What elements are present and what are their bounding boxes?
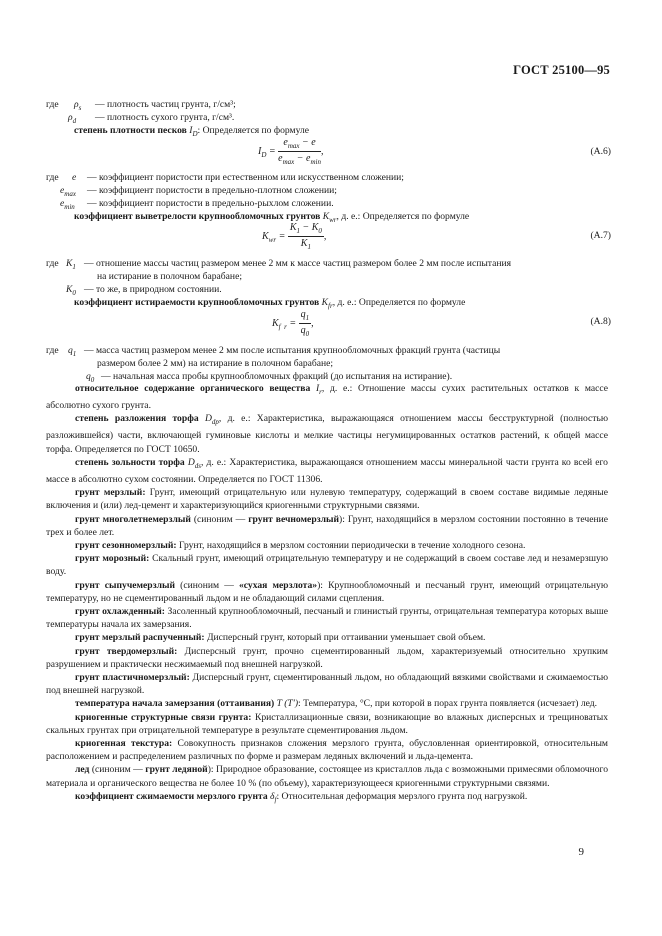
def-emax: — коэффициент пористости в предельно-плотном сложении; bbox=[87, 185, 337, 196]
equation-a8: $K_{f r}$ = $\frac{q_1}{q_0}$ , bbox=[272, 309, 314, 338]
term: криогенные структурные связи грунта: bbox=[75, 711, 252, 723]
definition-text: , д. е.: Отношение массы сухих растительных остатков к массе абсолютно сухого грунта. bbox=[46, 383, 608, 412]
symbol-rho-d: $\rho_d$ bbox=[68, 112, 77, 125]
symbol: K bbox=[322, 211, 330, 222]
definition-text-rest: ): Грунт, находящийся в мерзлом состоянии постоянно в течение трех и более лет. bbox=[46, 513, 608, 538]
term: грунт пластичномерзлый: bbox=[75, 671, 190, 683]
gde-label: где bbox=[46, 258, 59, 269]
definition-paragraph bbox=[46, 631, 608, 644]
term: грунт охлажденный: bbox=[75, 605, 165, 617]
term: грунт мерзлый: bbox=[75, 487, 146, 499]
gde-label: где bbox=[46, 99, 59, 110]
definition-paragraph bbox=[46, 486, 608, 512]
definition-paragraph bbox=[46, 790, 608, 807]
definition-paragraph bbox=[46, 671, 608, 697]
term: относительное содержание органического вещества bbox=[75, 383, 311, 394]
den-sub: max bbox=[282, 158, 295, 166]
equation-number-a6: (А.6) bbox=[590, 146, 611, 157]
symbol-sub: ds bbox=[194, 461, 202, 470]
den-mid: − e bbox=[294, 153, 311, 164]
num: K bbox=[289, 222, 297, 233]
definition-paragraph bbox=[46, 382, 608, 412]
eq-lhs: K bbox=[272, 317, 279, 329]
fraction bbox=[299, 309, 312, 338]
fraction bbox=[288, 222, 324, 251]
num-sub: max bbox=[287, 142, 300, 150]
symbol-k0: $K_0$ bbox=[66, 284, 76, 297]
def-e: — коэффициент пористости при естественном или искусственном сложении; bbox=[87, 172, 404, 183]
symbol-sub: dp bbox=[211, 418, 219, 427]
def-k1-line1: — отношение массы частиц размером менее 2 мм к массе частиц размером более 2 мм после испытания bbox=[84, 258, 512, 269]
definition-paragraph bbox=[46, 552, 608, 578]
def-k1-line2: на истирание в полочном барабане; bbox=[97, 271, 242, 282]
term-synonym: грунт ледяной bbox=[145, 764, 208, 776]
term: температура начала замерзания (оттаивания) bbox=[75, 698, 275, 710]
definition-paragraph bbox=[46, 539, 608, 552]
definition-paragraph bbox=[46, 513, 608, 539]
num-mid: − K bbox=[300, 222, 319, 233]
term: степень плотности песков bbox=[74, 125, 187, 136]
definition-text: Грунт, имеющий отрицательную или нулевую температуру, содержащий в своем составе видимые ледяные включения и (или) лед-цемент и характеризующийся криогенными структурными связями. bbox=[46, 487, 609, 512]
definition-paragraph bbox=[46, 412, 608, 456]
symbol-q0: $q_0$ bbox=[86, 371, 95, 384]
num-sub2: 0 bbox=[318, 227, 322, 235]
definition-text: , д. е.: Характеристика, выражающаяся отношением массы бесструктурной (полностью разложившейся) части, включающей гуминовые кислоты и мелкие частицы негумицированных остатков растений, к общей массе торфа. Определяется по ГОСТ 10650. bbox=[46, 413, 609, 455]
symbol-emax: $e_{max}$ bbox=[60, 185, 76, 198]
den-sub: 0 bbox=[305, 330, 310, 338]
num-sub: 1 bbox=[296, 227, 300, 235]
definition-paragraph bbox=[46, 697, 608, 710]
definition-paragraph bbox=[46, 737, 608, 763]
definition-text: Кристаллизационные связи, возникающие во влажных дисперсных и трещиноватых скальных грунтах при отрицательной температуре в результате сцементирования льдом. bbox=[46, 711, 608, 736]
eq-lhs-sub: wr bbox=[268, 235, 277, 244]
definition-paragraph bbox=[46, 711, 608, 737]
definition-paragraph bbox=[46, 456, 608, 486]
symbol-sub: r bbox=[319, 387, 322, 396]
symbol-sub: D bbox=[192, 129, 198, 138]
def-rho-s: — плотность частиц грунта, г/см³; bbox=[95, 99, 236, 110]
eq-lhs: K bbox=[262, 230, 269, 242]
eq-lhs-sub: D bbox=[261, 150, 267, 159]
symbol-sub: fr bbox=[328, 301, 333, 310]
den: q bbox=[300, 325, 306, 336]
term: грунт сыпучемерзлый bbox=[75, 579, 176, 591]
definitions-body bbox=[46, 382, 608, 807]
term-rest: , д. е.: Определяется по формуле bbox=[332, 297, 466, 308]
definition-text-rest: ): Природное образование, состоящее из кристаллов льда с возможными примесями обломочного материала и органического вещества не более 10 % (по объему), характеризующееся криогенными структурными связями. bbox=[46, 764, 608, 789]
term: криогенная текстура: bbox=[75, 738, 173, 749]
symbol: D bbox=[187, 456, 195, 468]
term: коэффициент сжимаемости мерзлого грунта bbox=[75, 790, 268, 802]
definition-text: (синоним — bbox=[190, 513, 249, 525]
equation-number-a7: (А.7) bbox=[590, 230, 611, 241]
gde-label: где bbox=[46, 172, 59, 183]
definition-text: (синоним — bbox=[89, 764, 146, 776]
definition-paragraph bbox=[46, 579, 608, 605]
definition-text: Дисперсный грунт, прочно сцементированный льдом, характеризуемый относительно хрупким разрушением и практически несжимаемый под внешней нагрузкой. bbox=[46, 645, 608, 670]
symbol: D bbox=[204, 413, 212, 425]
def-emin: — коэффициент пористости в предельно-рыхлом сложении. bbox=[87, 198, 334, 209]
definition-text: (синоним — bbox=[175, 579, 239, 591]
num: e bbox=[283, 137, 288, 148]
page-number: 9 bbox=[578, 846, 584, 858]
definition-text: Дисперсный грунт, сцементированный льдом, но обладающий вязкими свойствами и сжимаемостью под внешней нагрузкой. bbox=[46, 671, 608, 697]
definition-text: : Температура, °С, при которой в порах грунта появляется (исчезает) лед. bbox=[298, 698, 598, 710]
definition-text: Грунт, находящийся в мерзлом состоянии периодически в течение холодного сезона. bbox=[176, 539, 526, 551]
def-q1-line1: — масса частиц размером менее 2 мм после испытания крупнообломочных фракций грунта (частицы bbox=[84, 345, 501, 356]
term-synonym: грунт вечномерзлый bbox=[248, 513, 340, 525]
term: коэффициент выветрелости крупнообломочных грунтов bbox=[74, 211, 321, 222]
symbol-e: e bbox=[72, 172, 77, 183]
term-rest: , д. е.: Определяется по формуле bbox=[336, 211, 470, 222]
definition-paragraph bbox=[46, 763, 608, 789]
definition-text: , д. е.: Характеристика, выражающаяся отношением массы минеральной части грунта ко всей его массе в абсолютно сухом состоянии. Определяется по ГОСТ 11306. bbox=[46, 456, 608, 485]
term: коэффициент истираемости крупнообломочных грунтов bbox=[74, 297, 320, 308]
def-rho-d: — плотность сухого грунта, г/см³. bbox=[95, 112, 235, 123]
symbol: I bbox=[315, 383, 320, 394]
den: e bbox=[278, 153, 283, 164]
symbol-sub: wr bbox=[329, 215, 337, 224]
symbol: I bbox=[189, 125, 193, 136]
definition-text-rest: ): Крупнообломочный и песчаный грунт, имеющий отрицательную температуру, но не сцементированный льдом и не обладающий силами сцепления. bbox=[46, 579, 608, 604]
definition-paragraph bbox=[46, 605, 608, 631]
num: q bbox=[300, 309, 306, 320]
gde-label: где bbox=[46, 345, 59, 356]
definition-text: Скальный грунт, имеющий отрицательную температуру и не содержащий в своем составе лед и незамерзшую воду. bbox=[46, 553, 608, 578]
den: K bbox=[300, 238, 308, 249]
num-sub: 1 bbox=[305, 314, 310, 322]
definition-paragraph bbox=[46, 645, 608, 671]
symbol-rho-s: $\rho_s$ bbox=[74, 99, 82, 112]
num-rest: − e bbox=[299, 137, 316, 148]
symbol-q1: $q_1$ bbox=[68, 345, 77, 358]
page-header: ГОСТ 25100—95 bbox=[513, 63, 610, 77]
definition-text: Засоленный крупнообломочный, песчаный и глинистый грунты, отрицательная температура которых выше температуры начала их замерзания. bbox=[46, 605, 609, 631]
term: грунт многолетнемерзлый bbox=[75, 513, 191, 525]
term-line-abrasion bbox=[74, 296, 465, 313]
def-q0: — начальная масса пробы крупнообломочных фракций (до испытания на истирание). bbox=[101, 371, 453, 382]
term-rest: : Определяется по формуле bbox=[197, 125, 310, 136]
den-sub: 1 bbox=[307, 243, 311, 251]
term: степень зольности торфа bbox=[75, 456, 185, 468]
term: лед bbox=[75, 764, 90, 776]
term: грунт морозный: bbox=[75, 553, 150, 565]
symbol: δ bbox=[270, 790, 275, 802]
definition-text: Дисперсный грунт, который при оттаивании уменьшает свой объем. bbox=[204, 632, 486, 644]
equation-number-a8: (А.8) bbox=[590, 316, 611, 327]
symbol: T (T′) bbox=[274, 698, 299, 710]
equation-a7: $K_{wr}$ = $\frac{K_1 - K_0}{K_1}$ , bbox=[262, 222, 327, 251]
term: степень разложения торфа bbox=[75, 413, 199, 425]
def-k0: — то же, в природном состоянии. bbox=[84, 284, 222, 295]
term: грунт сезонномерзлый: bbox=[75, 539, 177, 551]
symbol-k1: $K_1$ bbox=[66, 258, 76, 271]
term: грунт твердомерзлый: bbox=[75, 645, 178, 657]
den-sub2: min bbox=[310, 158, 321, 166]
symbol: K bbox=[321, 297, 329, 308]
fraction bbox=[278, 137, 321, 166]
symbol-sub: f bbox=[274, 795, 277, 804]
term-synonym: «сухая мерзлота» bbox=[238, 579, 318, 591]
equation-a6: $I_D$ = $\frac{e_{max} - e}{e_{max} - e_{min}}$ , bbox=[258, 137, 324, 166]
definition-text: : Относительная деформация мерзлого грунта под нагрузкой. bbox=[276, 790, 528, 802]
eq-lhs-sub: f r bbox=[278, 322, 287, 331]
def-q1-line2: размером более 2 мм) на истирание в полочном барабане; bbox=[97, 358, 334, 369]
eq-lhs: I bbox=[258, 145, 262, 157]
definition-text: Совокупность признаков сложения мерзлого грунта, обусловленная ориентировкой, относительным расположением и распределением различных по форме и размерам ледяных включений и льда-цемента. bbox=[46, 738, 608, 763]
symbol-emin: $e_{min}$ bbox=[60, 198, 75, 211]
term: грунт мерзлый распученный: bbox=[75, 632, 205, 644]
